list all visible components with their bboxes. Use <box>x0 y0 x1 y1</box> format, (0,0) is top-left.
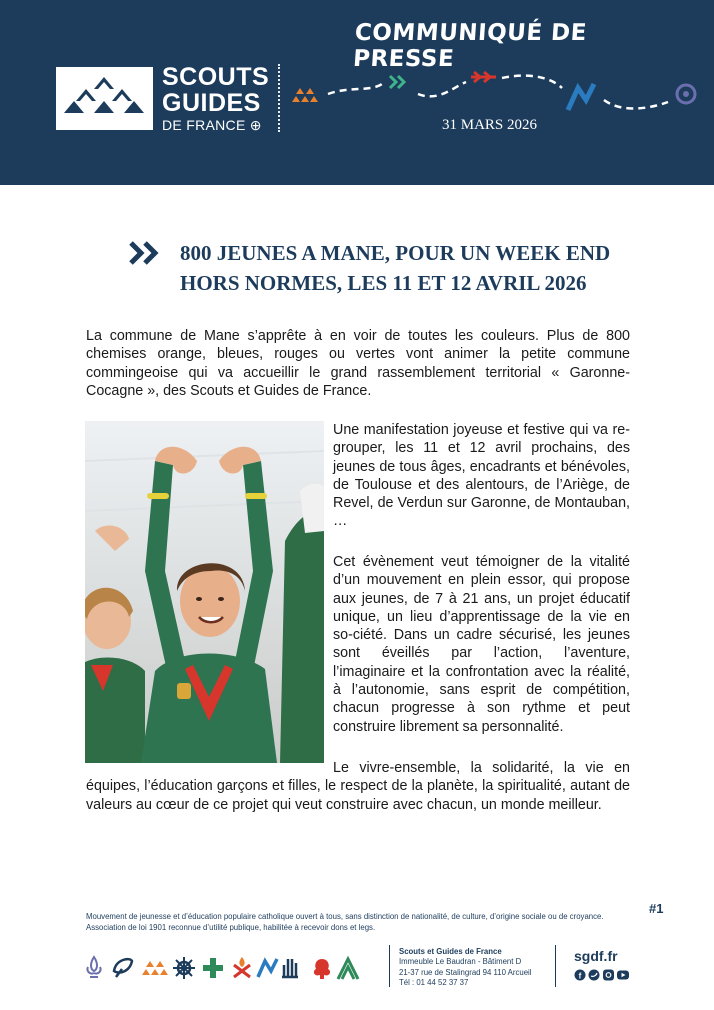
branch-icons-row <box>84 953 384 983</box>
movement-paragraph: Cet évènement veut témoigner de la vitalité d’un mouvement en plein essor, qui propose aux jeunes, de 7 à 21 ans, un projet éducatif unique, un lieu d’apprentissage de la vie en so-ciété. Dans un cadre sécurisé, les jeunes sont éveillés par l’action, l’aventure, l’imaginaire et la confrontation avec la réalité, à l’autonomie, sans esprit de compétition, chacun progresse à son rythme et peut construire librement sa personnalité. <box>333 554 630 735</box>
twitter-icon[interactable] <box>589 970 600 981</box>
social-icons <box>574 969 630 981</box>
sgdf-logo-mark <box>56 67 153 130</box>
logo-line-de-france: DE FRANCE ⊕ <box>162 117 262 133</box>
facebook-icon[interactable] <box>575 970 586 981</box>
youtube-icon[interactable] <box>617 971 629 980</box>
footer-address-line-1: Immeuble Le Baudran - Bâtiment D <box>399 957 522 967</box>
event-paragraph: Une manifestation joyeuse et festive qui va re-grouper, les 11 et 12 avril prochains, des jeunes de tous âges, encadrants et bénévoles, de Toulouse et des alentours, de l’Ariège, de Revel, de Verdun sur Garonne, de Montauban, … <box>333 422 630 530</box>
headline-line-2: HORS NORMES, LES 11 ET 12 AVRIL 2026 <box>180 271 587 295</box>
instagram-icon[interactable] <box>603 970 614 981</box>
values-paragraph: Le vivre-ensemble, la solidarité, la vie en équipes, l’éducation garçons et filles, le respect de la planète, la spiritualité, autant de valeurs au cœur de ce projet qui veut construire avec chacun, un monde meilleur. <box>86 760 630 813</box>
footer-divider-1 <box>389 945 390 987</box>
footer-mission-statement: Mouvement de jeunesse et d’éducation populaire catholique ouvert à tous, sans distinction de nationalité, de culture, d’origine sociale ou de croyance. Association de loi 1901 reconnue d’utilité publique, habilitée à recevoir dons et legs. <box>86 912 604 932</box>
scouts-photo <box>85 421 324 763</box>
leaf-icon <box>114 959 132 977</box>
intro-paragraph: La commune de Mane s’apprête à en voir de toutes les couleurs. Plus de 800 chemises orange, bleues, rouges ou vertes vont animer la petite commune commingeoise qui va accueillir le grand rassemblement territorial « Garonne-Cocagne », des Scouts et Guides de France. <box>86 328 630 399</box>
double-chevron-icon <box>128 240 162 266</box>
footer-org-name: Scouts et Guides de France <box>399 947 502 956</box>
ship-wheel-icon <box>173 957 195 979</box>
logo-triangles-icon <box>56 67 153 130</box>
headline-line-1: 800 JEUNES A MANE, POUR UN WEEK END <box>180 241 611 265</box>
logo-line-guides: GUIDES <box>162 89 261 117</box>
hand-icon <box>282 959 298 977</box>
logo-line-scouts: SCOUTS <box>162 63 270 91</box>
header-title: COMMUNIQUÉ DE PRESSE <box>352 20 588 72</box>
photo-illustration <box>85 421 324 763</box>
footer-divider-2 <box>555 945 556 987</box>
svg-text:f: f <box>578 971 582 981</box>
tree-icon <box>314 959 330 979</box>
press-header <box>0 0 714 185</box>
article-headline <box>180 238 650 298</box>
blue-mountain-icon <box>568 84 594 110</box>
path-decoration <box>290 60 710 120</box>
footer-address-line-2: 21-37 rue de Stalingrad 94 110 Arcueil <box>399 967 532 977</box>
orange-triangles-icon <box>292 88 318 102</box>
press-date: 31 MARS 2026 <box>442 117 538 133</box>
tent-icon <box>338 959 358 979</box>
purple-target-icon <box>677 85 695 103</box>
mountain-icon <box>258 959 277 977</box>
page-number: #1 <box>649 901 664 916</box>
fleur-de-lis-icon <box>87 957 100 977</box>
header-divider <box>278 64 280 132</box>
footer-phone: Tél : 01 44 52 37 37 <box>399 977 469 987</box>
logo-wordmark <box>162 64 269 134</box>
footer-address <box>399 947 532 988</box>
triangles-orange-icon <box>142 961 168 975</box>
campfire-icon <box>234 957 250 977</box>
green-arrows-icon <box>390 76 404 88</box>
red-arrows-icon <box>471 72 496 82</box>
torn-paper-edge <box>0 160 714 190</box>
website-link[interactable]: sgdf.fr <box>574 948 618 964</box>
green-cross-icon <box>203 958 223 978</box>
